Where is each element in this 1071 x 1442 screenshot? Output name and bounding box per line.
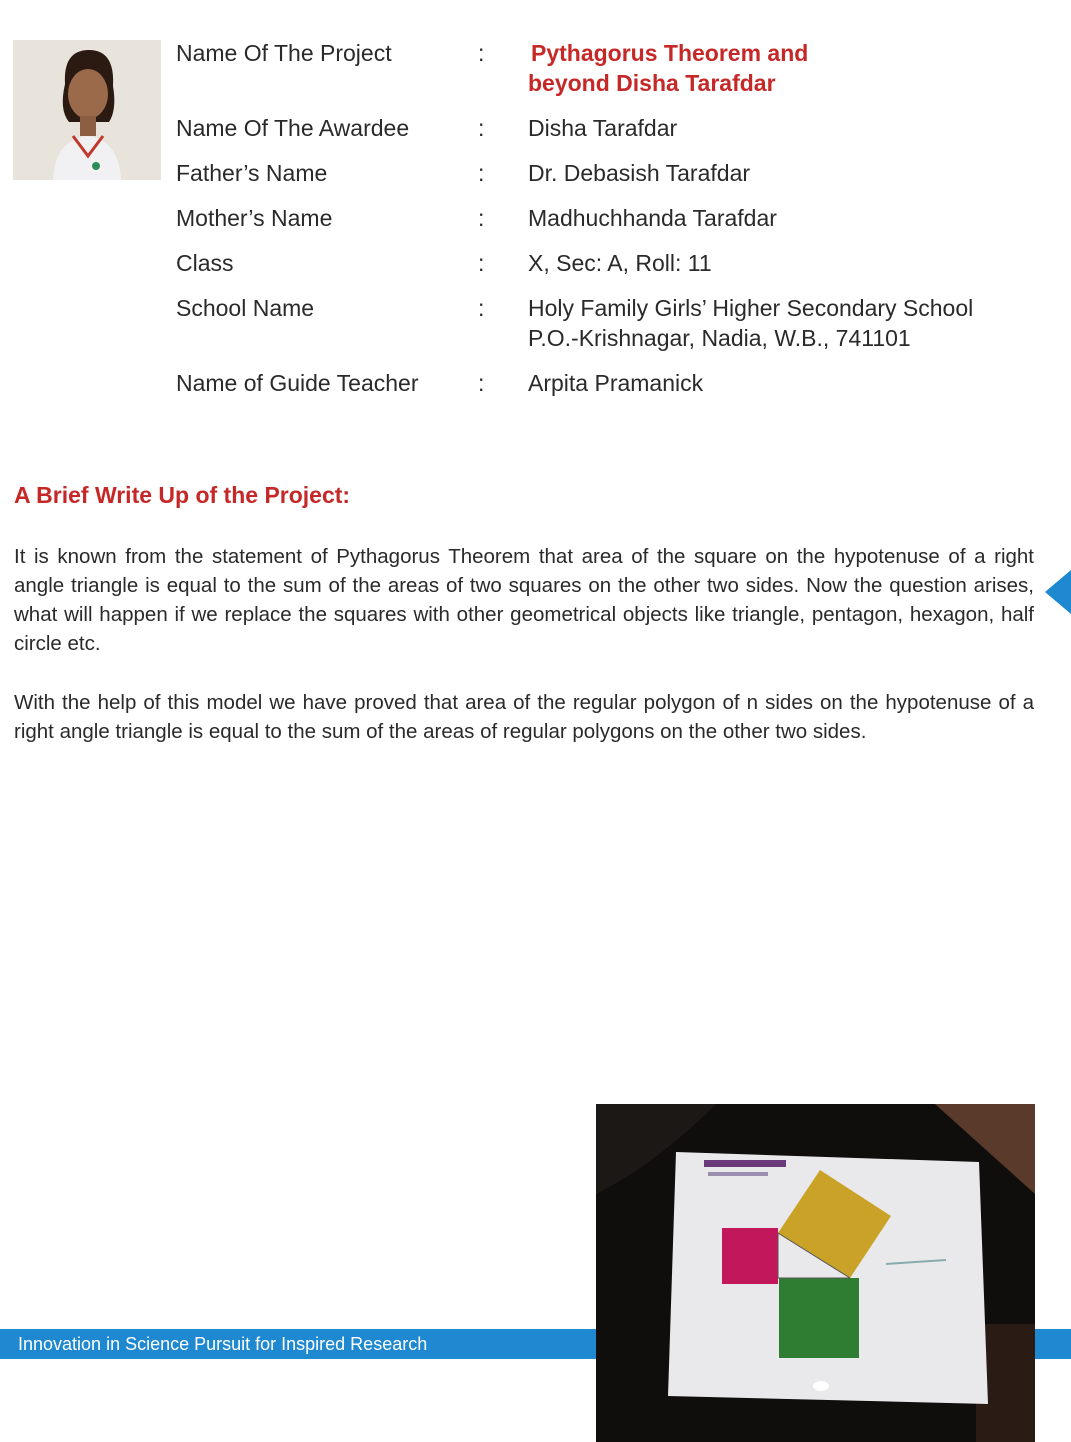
father-value: Dr. Debasish Tarafdar: [528, 160, 751, 186]
colon: :: [478, 250, 485, 276]
writeup-paragraph-2: With the help of this model we have proved that area of the regular polygon of n sides on the hypotenuse of a right angle triangle is equal to the sum of the areas of regular polygons on the other two sides.: [14, 691, 1034, 743]
colon: :: [478, 115, 485, 141]
project-title-line-2: beyond Disha Tarafdar: [528, 70, 776, 96]
class-label: Class: [176, 250, 234, 276]
guide-label: Name of Guide Teacher: [176, 370, 419, 396]
father-label: Father’s Name: [176, 160, 328, 186]
colon: :: [478, 295, 485, 321]
colon: :: [478, 40, 485, 66]
project-title-line-1: Pythagorus Theorem and: [531, 40, 809, 66]
page-marker-arrow-icon: [1045, 570, 1071, 614]
writeup-paragraph-1: It is known from the statement of Pythagorus Theorem that area of the square on the hypotenuse of a right angle triangle is equal to the sum of the areas of two squares on the other two sides. Now the question arises, what will happen if we replace the squares with other geometrical objects like triangle, pentagon, hexagon, half circle etc.: [14, 545, 1034, 655]
writeup-heading: A Brief Write Up of the Project:: [14, 482, 351, 508]
class-value: X, Sec: A, Roll: 11: [528, 250, 712, 276]
project-name-value: [528, 38, 1068, 98]
project-name-label: Name Of The Project: [176, 40, 392, 66]
school-value: [528, 293, 1068, 353]
awardee-photo: [13, 40, 161, 180]
colon: :: [478, 160, 485, 186]
model-photo: [596, 1104, 1035, 1442]
school-label: School Name: [176, 295, 315, 321]
awardee-label: Name Of The Awardee: [176, 115, 410, 141]
mother-label: Mother’s Name: [176, 205, 333, 231]
school-line-1: Holy Family Girls’ Higher Secondary School: [528, 295, 974, 321]
colon: :: [478, 205, 485, 231]
school-line-2: P.O.-Krishnagar, Nadia, W.B., 741101: [528, 325, 911, 351]
footer-tagline: Innovation in Science Pursuit for Inspired Research: [18, 1334, 428, 1354]
awardee-value: Disha Tarafdar: [528, 115, 678, 141]
colon: :: [478, 370, 485, 396]
guide-value: Arpita Pramanick: [528, 370, 704, 396]
mother-value: Madhuchhanda Tarafdar: [528, 205, 777, 231]
